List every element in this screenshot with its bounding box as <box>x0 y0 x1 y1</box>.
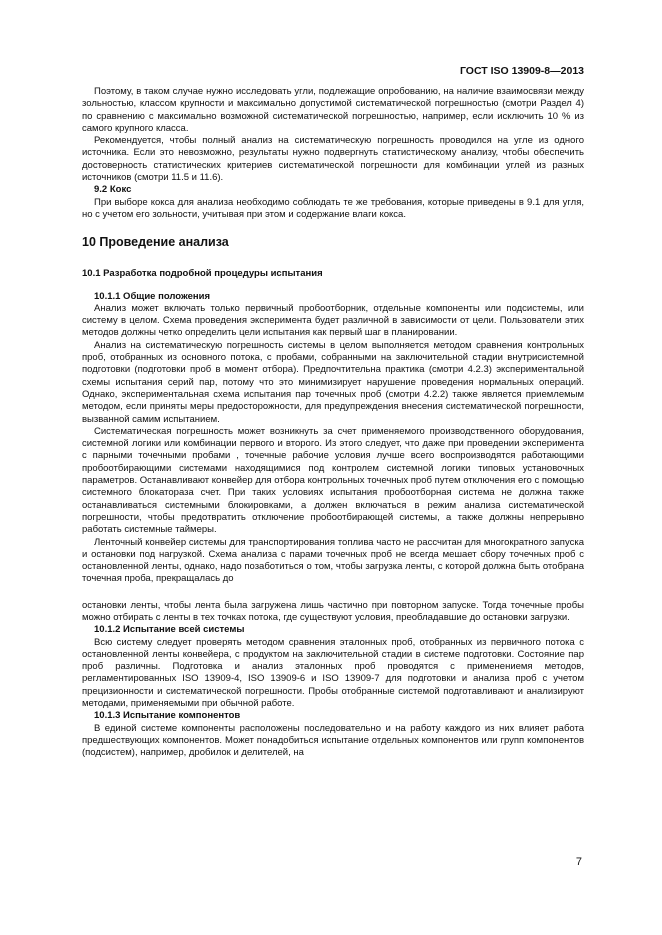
paragraph: Всю систему следует проверять методом сравнения эталонных проб, отобранных из первичного потока с остановленной ленты конвейера, с продуктом на заключительной стадии в системе подготовки. Состояние пар проб различны. Подготовка и анализ эталонных проб проводятся с применениемя методов, регламентированных ISO 13909-4, ISO 13909-6 и ISO 13909-7 для подготовки и анализа проб с учетом прецизионности и систематической погрешности. Пробы отобранные системой подготавливают и анализируют методами, применяемыми при обычной работе. <box>82 636 584 710</box>
paragraph: Анализ на систематическую погрешность системы в целом выполняется методом сравнения контрольных проб, отобранных из основного потока, с пробами, собранными на заключительной стадии внутрисистемной подготовки (подготовки проб в момент отбора). Предпочтительна практика (смотри 4.2.3) экспериментальной схемы испытания серий пар, потому что это минимизирует нарушение проведения нормальных операций. Однако, экспериментальная схема испытания пар точечных проб (смотри 4.2.2) также является приемлемым методом, если приняты меры предосторожности, для предупреждения внесения систематической погрешности, вызванной самим испытанием. <box>82 339 584 425</box>
page-content <box>82 86 584 760</box>
paragraph: остановки ленты, чтобы лента была загружена лишь частично при повторном запуске. Тогда точечные пробы можно отбирать с ленты в тех точках потока, где существуют условия, преобладавшие до остановки загрузки. <box>82 599 584 623</box>
chapter-heading: 10 Проведение анализа <box>82 235 229 250</box>
standard-header: ГОСТ ISO 13909-8—2013 <box>459 65 584 77</box>
subsection-heading: 10.1.1 Общие положения <box>94 290 210 302</box>
spacer <box>82 586 584 600</box>
subsection-heading: 10.1.3 Испытание компонентов <box>94 710 241 722</box>
paragraph: Систематическая погрешность может возникнуть за счет применяемого производственного оборудования, системной логики или комбинации первого и второго. Из этого следует, что даже при проведении эксперимента с парными точечными пробами , точечные рабочие условия лучше всего воспроизводятся работающими пробоотбирающими системами находящимися под контролем системной логики типовых установочных параметров. Останавливают конвейер для отбора контрольных точечных проб путем отключения его с помощью системного блокатораза счет. При таких условиях испытания пробоотборная система не должна также останавливаться системными блокировками, а должен включаться в режим анализа систематической погрешности, чтобы предотвратить отключение пробоотбирающей системы, а также должны непрерывно работать системные таймеры. <box>82 425 584 536</box>
paragraph: Анализ может включать только первичный пробоотборник, отдельные компоненты или подсистемы, или систему в целом. Схема проведения эксперимента будет различной в зависимости от цели. Пользователи этих методов должны четко определить цели испытания как первый шаг в планировании. <box>82 302 584 339</box>
section-heading: 10.1 Разработка подробной процедуры испытания <box>82 268 323 280</box>
page-number: 7 <box>575 856 582 868</box>
section-heading: 9.2 Кокс <box>94 184 132 196</box>
paragraph: Ленточный конвейер системы для транспортирования топлива часто не рассчитан для многократного запуска и остановки под нагрузкой. Схема анализа с парами точечных проб не всегда мешает сбору точечных проб с остановленной ленты, однако, надо позаботиться о том, чтобы загрузка ленты, с которой должна быть отобрана точечная проба, прекращалась до <box>82 536 584 585</box>
paragraph: Рекомендуется, чтобы полный анализ на систематическую погрешность проводился на угле из одного источника. Если это невозможно, результаты нужно подвергнуть статистическому анализу, чтобы обеспечить достоверность статистических критериев систематической погрешности для комбинации углей из разных источников (смотри 11.5 и 11.6). <box>82 135 584 184</box>
paragraph: В единой системе компоненты расположены последовательно и на работу каждого из них влияет работа предшествующих компонентов. Может понадобиться испытание отдельных компонентов или групп компонентов (подсистем), например, дробилок и делителей, на <box>82 722 584 759</box>
subsection-heading: 10.1.2 Испытание всей системы <box>94 624 245 636</box>
paragraph: Поэтому, в таком случае нужно исследовать угли, подлежащие опробованию, на наличие взаимосвязи между зольностью, классом крупности и максимально допустимой систематической погрешностью (смотри Раздел 4) по сравнению с максимально возможной систематической погрешностью, например, если исключить 10 % из самого крупного класса. <box>82 86 584 134</box>
paragraph: При выборе кокса для анализа необходимо соблюдать те же требования, которые приведены в 9.1 для угля, но с учетом его зольности, учитывая при этом и содержание влаги кокса. <box>82 196 584 220</box>
